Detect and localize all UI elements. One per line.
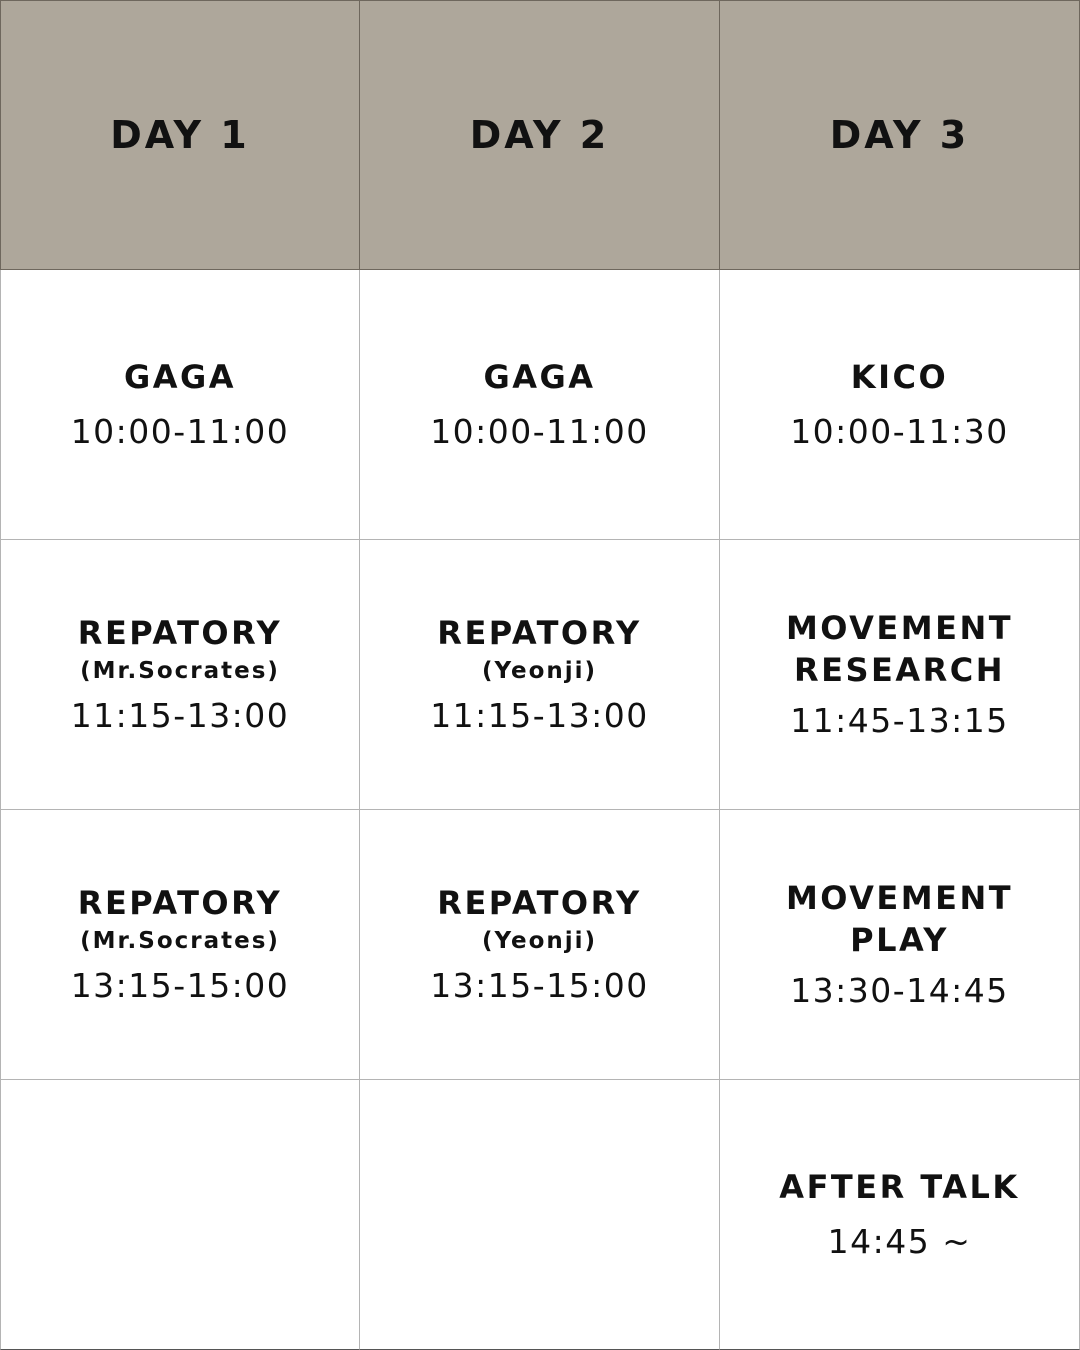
session-time: 10:00-11:00 [430, 411, 649, 451]
header-day-3 [720, 0, 1080, 270]
header-label: DAY 2 [469, 113, 610, 157]
session-cell [720, 1080, 1080, 1350]
session-time: 10:00-11:30 [790, 411, 1009, 451]
session-time: 10:00-11:00 [70, 411, 290, 451]
session-time: 11:15-13:00 [430, 695, 649, 735]
session-time: 11:45-13:15 [790, 700, 1009, 740]
session-cell [0, 810, 360, 1080]
session-cell [360, 270, 720, 540]
session-instructor: (Mr.Socrates) [80, 657, 280, 684]
session-title: REPATORY [437, 613, 642, 652]
session-time: 13:15-15:00 [70, 965, 290, 1005]
header-day-1 [0, 0, 360, 270]
session-title: REPATORY [77, 613, 283, 652]
session-time: 13:15-15:00 [430, 965, 649, 1005]
session-cell [720, 810, 1080, 1080]
session-cell [720, 270, 1080, 540]
session-title: GAGA [123, 357, 237, 396]
session-title: AFTER TALK [779, 1167, 1020, 1206]
session-cell [360, 540, 720, 810]
empty-cell [360, 1080, 720, 1350]
session-instructor: (Yeonji) [481, 927, 598, 954]
session-time: 14:45 ~ [827, 1221, 972, 1261]
header-day-2 [360, 0, 720, 270]
session-title: MOVEMENT RESEARCH [785, 608, 1014, 689]
session-title: KICO [850, 357, 949, 396]
session-title: GAGA [483, 357, 596, 396]
session-cell [720, 540, 1080, 810]
session-time: 13:30-14:45 [790, 970, 1009, 1010]
session-cell [0, 540, 360, 810]
session-instructor: (Mr.Socrates) [80, 927, 280, 954]
session-time: 11:15-13:00 [70, 695, 290, 735]
header-label: DAY 1 [110, 113, 250, 157]
session-cell [0, 270, 360, 540]
empty-cell [0, 1080, 360, 1350]
header-label: DAY 3 [829, 113, 970, 157]
session-cell [360, 810, 720, 1080]
session-title: REPATORY [437, 883, 642, 922]
session-title: MOVEMENT PLAY [785, 878, 1014, 959]
session-title: REPATORY [77, 883, 283, 922]
session-instructor: (Yeonji) [481, 657, 598, 684]
